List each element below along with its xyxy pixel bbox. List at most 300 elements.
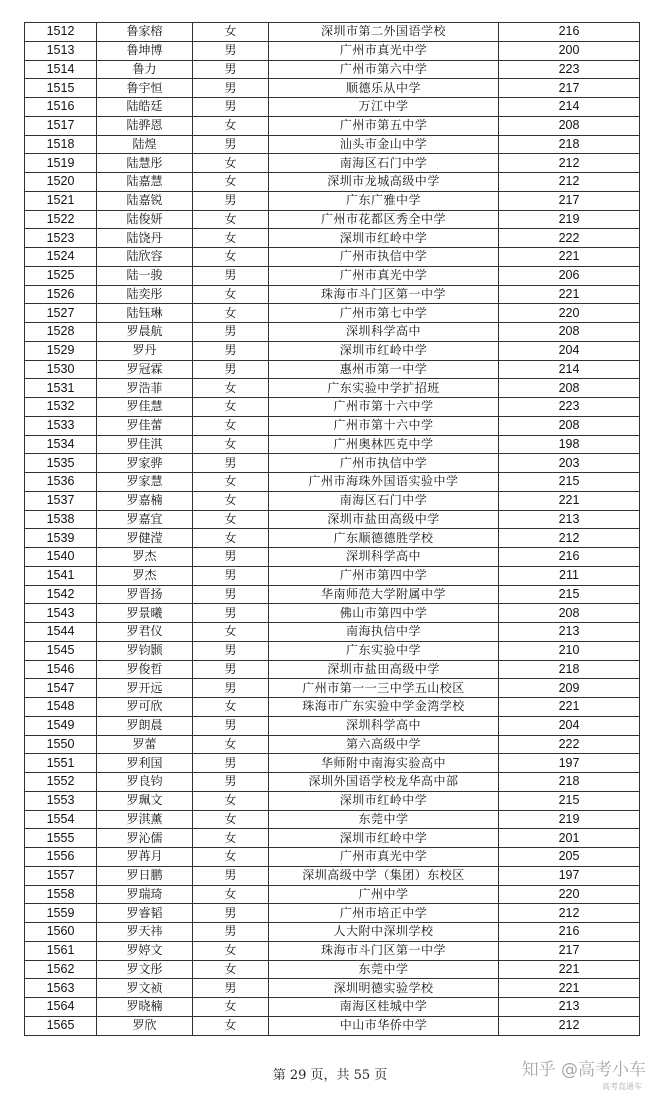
student-name: 罗日鹏 [97,866,193,885]
school-name: 惠州市第一中学 [269,360,499,379]
student-name: 罗俊哲 [97,660,193,679]
school-name: 广州市第四中学 [269,566,499,585]
row-number: 1540 [25,548,97,567]
score: 221 [499,491,640,510]
score: 217 [499,79,640,98]
student-name: 罗天祎 [97,923,193,942]
row-number: 1529 [25,341,97,360]
gender: 女 [193,23,269,42]
table-row [25,866,640,885]
student-name: 罗朗晨 [97,716,193,735]
table-row [25,754,640,773]
student-name: 罗佳蕾 [97,416,193,435]
gender: 男 [193,135,269,154]
table-row [25,398,640,417]
table-row [25,641,640,660]
score: 206 [499,266,640,285]
table-row [25,679,640,698]
table-row [25,98,640,117]
row-number: 1516 [25,98,97,117]
score: 208 [499,323,640,342]
gender: 女 [193,791,269,810]
school-name: 广州市第一一三中学五山校区 [269,679,499,698]
table-row [25,454,640,473]
row-number: 1522 [25,210,97,229]
gender: 男 [193,641,269,660]
row-number: 1525 [25,266,97,285]
score: 217 [499,941,640,960]
school-name: 汕头市金山中学 [269,135,499,154]
row-number: 1523 [25,229,97,248]
gender: 女 [193,379,269,398]
score: 212 [499,904,640,923]
row-number: 1557 [25,866,97,885]
table-row [25,323,640,342]
score: 212 [499,173,640,192]
school-name: 南海区石门中学 [269,491,499,510]
student-name: 陆俊妍 [97,210,193,229]
school-name: 广州奥林匹克中学 [269,435,499,454]
gender: 男 [193,773,269,792]
student-name: 罗文祯 [97,979,193,998]
school-name: 广东实验中学扩招班 [269,379,499,398]
score: 215 [499,791,640,810]
gender: 女 [193,885,269,904]
score: 211 [499,566,640,585]
student-name: 陆慧彤 [97,154,193,173]
school-name: 广州市海珠外国语实验中学 [269,473,499,492]
row-number: 1535 [25,454,97,473]
row-number: 1555 [25,829,97,848]
school-name: 深圳市盐田高级中学 [269,660,499,679]
row-number: 1550 [25,735,97,754]
student-name: 罗冠霖 [97,360,193,379]
score: 201 [499,829,640,848]
score: 215 [499,473,640,492]
score: 218 [499,773,640,792]
watermark [521,1055,646,1091]
table-row [25,1016,640,1035]
score: 213 [499,510,640,529]
table-row [25,941,640,960]
score: 221 [499,960,640,979]
score: 216 [499,548,640,567]
table-row [25,904,640,923]
school-name: 华南师范大学附属中学 [269,585,499,604]
row-number: 1542 [25,585,97,604]
table-row [25,23,640,42]
score: 209 [499,679,640,698]
score: 214 [499,98,640,117]
page-footer: 第 29 页，共 55 页 [272,1068,388,1083]
table-row [25,791,640,810]
gender: 男 [193,754,269,773]
school-name: 深圳科学高中 [269,323,499,342]
school-name: 珠海市斗门区第一中学 [269,941,499,960]
row-number: 1515 [25,79,97,98]
score: 205 [499,848,640,867]
watermark-sub: 高考直通车 [602,1082,642,1091]
score: 197 [499,754,640,773]
table-row [25,416,640,435]
gender: 男 [193,266,269,285]
row-number: 1560 [25,923,97,942]
school-name: 广州市真光中学 [269,266,499,285]
school-name: 深圳高级中学（集团）东校区 [269,866,499,885]
score: 204 [499,341,640,360]
row-number: 1530 [25,360,97,379]
score: 200 [499,41,640,60]
student-name: 罗文彤 [97,960,193,979]
table-row [25,173,640,192]
student-name: 鲁宇恒 [97,79,193,98]
table-row [25,623,640,642]
school-name: 东莞中学 [269,960,499,979]
student-name: 罗杰 [97,566,193,585]
school-name: 广州市第十六中学 [269,416,499,435]
gender: 男 [193,679,269,698]
table-row [25,248,640,267]
school-name: 珠海市广东实验中学金湾学校 [269,698,499,717]
table-row [25,773,640,792]
student-name: 罗淇薰 [97,810,193,829]
gender: 男 [193,604,269,623]
score: 220 [499,885,640,904]
gender: 女 [193,154,269,173]
student-name: 罗瑞琦 [97,885,193,904]
student-name: 罗可欣 [97,698,193,717]
school-name: 深圳科学高中 [269,716,499,735]
gender: 男 [193,979,269,998]
school-name: 广州中学 [269,885,499,904]
school-name: 佛山市第四中学 [269,604,499,623]
school-name: 深圳市红岭中学 [269,829,499,848]
student-name: 陆皓廷 [97,98,193,117]
school-name: 广州市培正中学 [269,904,499,923]
gender: 女 [193,510,269,529]
row-number: 1548 [25,698,97,717]
gender: 男 [193,660,269,679]
gender: 女 [193,1016,269,1035]
row-number: 1512 [25,23,97,42]
school-name: 广州市第七中学 [269,304,499,323]
score: 216 [499,23,640,42]
student-name: 罗欣 [97,1016,193,1035]
row-number: 1537 [25,491,97,510]
gender: 女 [193,529,269,548]
gender: 女 [193,173,269,192]
row-number: 1526 [25,285,97,304]
score: 223 [499,60,640,79]
school-name: 南海执信中学 [269,623,499,642]
school-name: 珠海市斗门区第一中学 [269,285,499,304]
student-name: 罗景曦 [97,604,193,623]
student-name: 鲁家榕 [97,23,193,42]
table-row [25,435,640,454]
row-number: 1521 [25,191,97,210]
school-name: 第六高级中学 [269,735,499,754]
row-number: 1524 [25,248,97,267]
gender: 女 [193,416,269,435]
row-number: 1556 [25,848,97,867]
table-row [25,341,640,360]
school-name: 顺德乐从中学 [269,79,499,98]
table-body [25,23,640,1036]
school-name: 广州市真光中学 [269,41,499,60]
student-name: 罗嘉楠 [97,491,193,510]
row-number: 1513 [25,41,97,60]
student-name: 罗良钧 [97,773,193,792]
gender: 男 [193,454,269,473]
gender: 女 [193,998,269,1017]
score: 204 [499,716,640,735]
school-name: 南海区石门中学 [269,154,499,173]
gender: 女 [193,810,269,829]
score: 219 [499,810,640,829]
row-number: 1544 [25,623,97,642]
student-name: 陆嘉锐 [97,191,193,210]
row-number: 1519 [25,154,97,173]
gender: 女 [193,735,269,754]
score: 208 [499,116,640,135]
gender: 女 [193,398,269,417]
score: 221 [499,285,640,304]
gender: 女 [193,229,269,248]
student-name: 罗君仪 [97,623,193,642]
table-row [25,529,640,548]
gender: 男 [193,548,269,567]
student-name: 陆骅恩 [97,116,193,135]
gender: 女 [193,116,269,135]
school-name: 广州市执信中学 [269,454,499,473]
table-row [25,585,640,604]
student-name: 罗睿韬 [97,904,193,923]
table-row [25,979,640,998]
student-name: 鲁力 [97,60,193,79]
table-row [25,41,640,60]
student-name: 罗家骅 [97,454,193,473]
school-name: 深圳市红岭中学 [269,229,499,248]
score: 212 [499,1016,640,1035]
table-row [25,716,640,735]
table-row [25,810,640,829]
score: 221 [499,248,640,267]
table-row [25,735,640,754]
table-row [25,698,640,717]
school-name: 广东广雅中学 [269,191,499,210]
table-row [25,360,640,379]
school-name: 广州市第六中学 [269,60,499,79]
row-number: 1533 [25,416,97,435]
row-number: 1520 [25,173,97,192]
gender: 女 [193,248,269,267]
row-number: 1517 [25,116,97,135]
school-name: 深圳市第二外国语学校 [269,23,499,42]
row-number: 1552 [25,773,97,792]
row-number: 1531 [25,379,97,398]
table-row [25,885,640,904]
row-number: 1532 [25,398,97,417]
row-number: 1559 [25,904,97,923]
score: 216 [499,923,640,942]
table-row [25,266,640,285]
student-name: 陆奕彤 [97,285,193,304]
gender: 男 [193,323,269,342]
gender: 女 [193,829,269,848]
student-name: 罗杰 [97,548,193,567]
score: 208 [499,416,640,435]
student-name: 罗珮文 [97,791,193,810]
row-number: 1565 [25,1016,97,1035]
table-row [25,304,640,323]
gender: 男 [193,191,269,210]
gender: 女 [193,941,269,960]
gender: 女 [193,848,269,867]
score: 219 [499,210,640,229]
student-name: 罗佳淇 [97,435,193,454]
score: 220 [499,304,640,323]
gender: 女 [193,435,269,454]
gender: 女 [193,210,269,229]
table-row [25,548,640,567]
score: 210 [499,641,640,660]
score: 213 [499,623,640,642]
table-row [25,923,640,942]
school-name: 广东顺德德胜学校 [269,529,499,548]
gender: 男 [193,341,269,360]
student-name: 罗婷文 [97,941,193,960]
gender: 男 [193,716,269,735]
school-name: 深圳科学高中 [269,548,499,567]
score: 214 [499,360,640,379]
score: 217 [499,191,640,210]
row-number: 1538 [25,510,97,529]
school-name: 东莞中学 [269,810,499,829]
student-name: 罗沁儒 [97,829,193,848]
table-row [25,191,640,210]
row-number: 1527 [25,304,97,323]
table-row [25,379,640,398]
row-number: 1549 [25,716,97,735]
gender: 女 [193,623,269,642]
student-name: 罗苒月 [97,848,193,867]
school-name: 华师附中南海实验高中 [269,754,499,773]
score: 203 [499,454,640,473]
gender: 女 [193,285,269,304]
school-name: 深圳外国语学校龙华高中部 [269,773,499,792]
school-name: 南海区桂城中学 [269,998,499,1017]
score: 213 [499,998,640,1017]
gender: 男 [193,585,269,604]
school-name: 广州市真光中学 [269,848,499,867]
table-row [25,960,640,979]
school-name: 广州市执信中学 [269,248,499,267]
student-name: 罗开远 [97,679,193,698]
row-number: 1563 [25,979,97,998]
student-name: 罗晓楠 [97,998,193,1017]
score: 208 [499,379,640,398]
student-name: 罗钧颢 [97,641,193,660]
row-number: 1562 [25,960,97,979]
student-name: 罗利国 [97,754,193,773]
row-number: 1534 [25,435,97,454]
student-name: 陆钰琳 [97,304,193,323]
gender: 男 [193,904,269,923]
table-row [25,135,640,154]
table-row [25,473,640,492]
school-name: 深圳市红岭中学 [269,341,499,360]
score: 212 [499,154,640,173]
score: 218 [499,660,640,679]
row-number: 1553 [25,791,97,810]
table-row [25,510,640,529]
gender: 女 [193,698,269,717]
student-name: 罗嘉宜 [97,510,193,529]
table-row [25,604,640,623]
gender: 男 [193,360,269,379]
table-row [25,848,640,867]
row-number: 1551 [25,754,97,773]
student-name: 陆饶丹 [97,229,193,248]
student-name: 罗晨航 [97,323,193,342]
table-row [25,229,640,248]
school-name: 深圳明德实验学校 [269,979,499,998]
student-name: 陆煌 [97,135,193,154]
gender: 男 [193,923,269,942]
school-name: 深圳市龙城高级中学 [269,173,499,192]
gender: 女 [193,304,269,323]
row-number: 1547 [25,679,97,698]
gender: 女 [193,491,269,510]
gender: 男 [193,566,269,585]
table-row [25,491,640,510]
school-name: 广州市第十六中学 [269,398,499,417]
score: 215 [499,585,640,604]
table-row [25,660,640,679]
student-name: 罗浩菲 [97,379,193,398]
student-name: 罗佳慧 [97,398,193,417]
table-row [25,566,640,585]
gender: 男 [193,98,269,117]
score: 221 [499,698,640,717]
row-number: 1528 [25,323,97,342]
table-row [25,829,640,848]
gender: 男 [193,79,269,98]
table-row [25,154,640,173]
score: 222 [499,735,640,754]
row-number: 1543 [25,604,97,623]
school-name: 深圳市红岭中学 [269,791,499,810]
score: 221 [499,979,640,998]
student-name: 罗晋扬 [97,585,193,604]
student-name: 罗健滢 [97,529,193,548]
table-row [25,79,640,98]
row-number: 1564 [25,998,97,1017]
gender: 女 [193,960,269,979]
student-name: 陆欣容 [97,248,193,267]
school-name: 广州市第五中学 [269,116,499,135]
student-name: 陆一骏 [97,266,193,285]
table-row [25,285,640,304]
table-row [25,998,640,1017]
school-name: 中山市华侨中学 [269,1016,499,1035]
score: 222 [499,229,640,248]
school-name: 广东实验中学 [269,641,499,660]
watermark-main: 知乎 @高考小车 [521,1060,646,1080]
row-number: 1541 [25,566,97,585]
row-number: 1539 [25,529,97,548]
gender: 男 [193,41,269,60]
